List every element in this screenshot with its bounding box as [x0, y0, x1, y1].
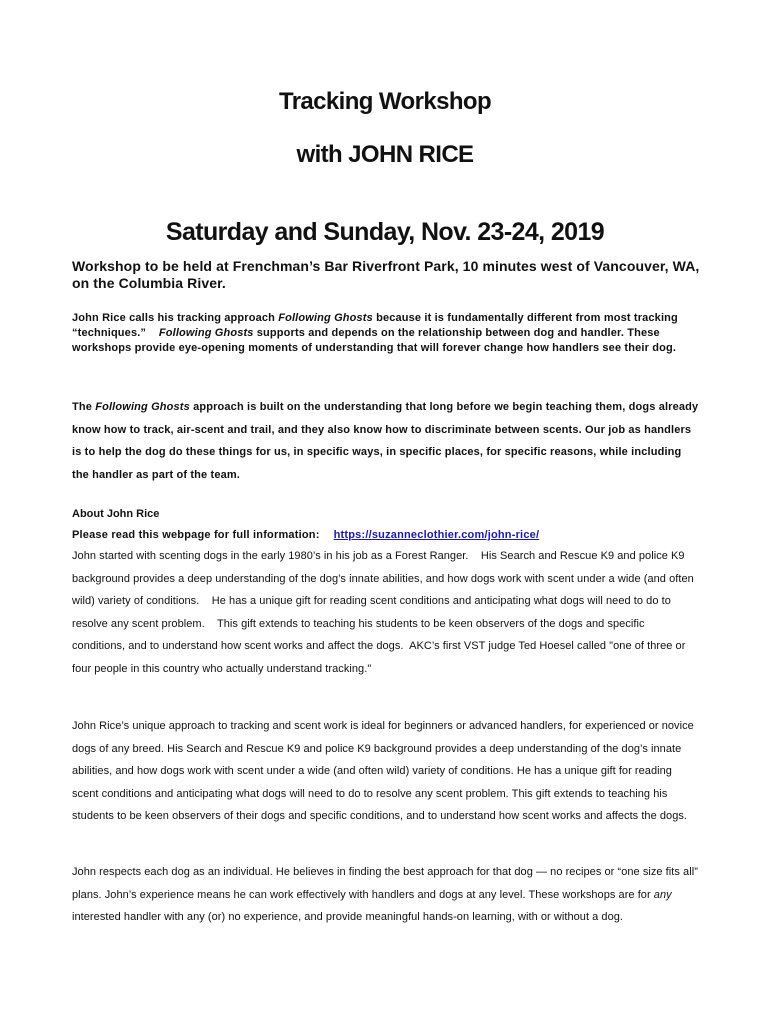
respects-text-pre: John respects each dog as an individual. He believes in finding the best approach for that dog — no recipes or “one size fits all” plans. John’s experience means he can work effectively with handlers and dogs at any level. These workshops are for — [72, 866, 698, 901]
unique-approach-paragraph: John Rice’s unique approach to tracking and scent work is ideal for beginners or advanced handlers, for experienced or novice dogs of any breed. His Search and Rescue K9 and police K9 background provides a deep understanding of the dog’s innate abilities, and how dogs work with scent under a wide (and often wild) variety of conditions. He has a unique gift for reading scent conditions and anticipating what dogs will need to do to resolve any scent problem. This gift extends to teaching his students to be keen observers of their dogs and specific conditions, and to understand how scent works and affects the dogs. — [72, 720, 694, 823]
about-body-paragraph: John started with scenting dogs in the early 1980’s in his job as a Forest Ranger. His Search and Rescue K9 and police K9 background provides a deep understanding of the dog’s innate abilities, and how dogs work with scent under a wide (and often wild) variety of conditions. He has a unique gift for reading scent conditions and anticipating what dogs will need to do to resolve any scent problem. This gift extends to teaching his students to be keen observers of the dogs and specific conditions, and to understand how scent works and affect the dogs. AKC’s first VST judge Ted Hoesel called "one of three or four people in this country who actually understand tracking." — [72, 550, 697, 675]
intro-paragraph — [72, 311, 700, 356]
date-heading: Saturday and Sunday, Nov. 23-24, 2019 — [165, 218, 605, 246]
respects-emphasis: any — [653, 888, 672, 901]
approach-emphasis: Following Ghosts — [95, 401, 190, 413]
intro-text-mid: because it is fundamentally different from most tracking “techniques.” — [72, 312, 682, 339]
intro-text-post: supports and depends on the relationship between dog and handler. These workshops provide eye-opening moments of understanding that will forever change how handlers see their dog. — [72, 327, 677, 354]
respects-text-post: interested handler with any (or) no experience, and provide meaningful hands-on learning, with or without a dog. — [72, 911, 624, 924]
respects-paragraph — [72, 861, 700, 929]
about-heading: About John Rice — [72, 508, 160, 520]
read-more-label: Please read this webpage for full information: — [72, 529, 320, 541]
title-line-1: Tracking Workshop — [278, 88, 492, 115]
read-more-line — [72, 528, 700, 543]
intro-text-pre: John Rice calls his tracking approach — [72, 312, 279, 324]
approach-paragraph — [72, 396, 700, 486]
approach-text-pre: The — [72, 401, 96, 413]
title-line-2: with JOHN RICE — [296, 141, 474, 168]
venue-paragraph: Workshop to be held at Frenchman’s Bar Riverfront Park, 10 minutes west of Vancouver, WA, on the Columbia River. — [72, 258, 700, 291]
approach-text-post: approach is built on the understanding that long before we begin teaching them, dogs already know how to track, air-scent and trail, and they also know how to discriminate between scents. Our job as handlers is to help the dog do these things for us, in specific ways, in specific places, for specific reasons, while including the handler as part of the team. — [72, 401, 699, 481]
intro-emphasis-1: Following Ghosts — [278, 312, 373, 324]
about-link[interactable]: https://suzanneclothier.com/john-rice/ — [333, 529, 540, 541]
intro-emphasis-2: Following Ghosts — [158, 327, 254, 339]
